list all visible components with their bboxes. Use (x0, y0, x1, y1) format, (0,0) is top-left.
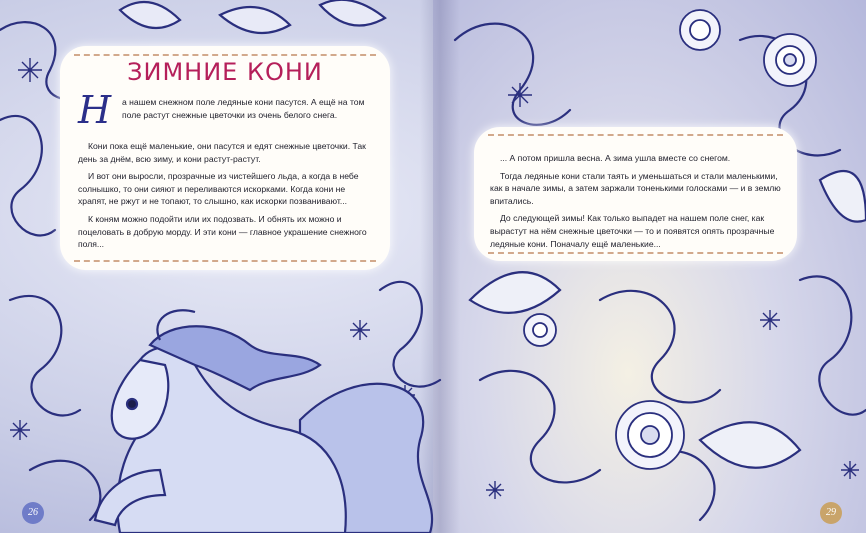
swirl-ornament (600, 291, 720, 403)
snowflake-icon (10, 420, 30, 440)
swirl-ornament (380, 282, 440, 387)
drop-cap: Н (78, 88, 112, 132)
paragraph: Тогда ледяные кони стали таять и уменьшаться и стали маленькими, как в начале зимы, а затем заржали тоненькими голосками — и в землю впитались. (490, 170, 781, 206)
leaf-ornament (820, 171, 866, 222)
first-paragraph-text: а нашем снежном поле ледяные кони пасутся. А ещё на том поле растут снежные цветочки из очень белого снега. (122, 97, 365, 120)
swirl-ornament (800, 276, 866, 414)
flower-ornament (524, 314, 556, 346)
paragraph: ... А потом пришла весна. А зима ушла вместе со снегом. (500, 153, 731, 163)
flower-ornament (764, 34, 816, 86)
snowflake-icon (18, 58, 42, 82)
paragraph: К коням можно подойти или их подозвать. И обнять их можно и поцеловать в добрую морду. И эти кони — главное украшение снежного поля... (78, 213, 367, 250)
paragraph: Кони пока ещё маленькие, они пасутся и едят снежные цветочки. Так день за днём, всю зиму, и кони растут-растут. (78, 141, 366, 164)
swirl-ornament (455, 24, 570, 125)
snowflake-icon (841, 461, 859, 479)
card-bottom-border (74, 260, 376, 262)
paragraph: До следующей зимы! Как только выпадет на нашем поле снег, как вырастут на нём снежные цветочки — то и появятся опять прозрачные ледяные кони. Поначалу ещё маленькие... (490, 213, 775, 249)
card-top-border (74, 54, 376, 56)
leaf-ornament (700, 422, 800, 468)
swirl-ornament (10, 296, 80, 415)
flower-ornament (680, 10, 720, 50)
snowflake-icon (508, 83, 532, 107)
leaf-ornament (320, 0, 385, 26)
first-paragraph (122, 96, 376, 121)
snowflake-icon (760, 310, 780, 330)
swirl-ornament (0, 116, 55, 235)
swirl-ornament (480, 371, 600, 483)
flower-ornament (616, 401, 684, 469)
card-top-border (488, 134, 783, 136)
snowflake-icon (486, 481, 504, 499)
story-title: ЗИМНИЕ КОНИ (127, 58, 323, 86)
right-page-text (490, 152, 782, 255)
left-page-text (78, 140, 376, 256)
leaf-ornament (470, 272, 560, 313)
page-number-left: 26 (22, 502, 44, 524)
paragraph: И вот они выросли, прозрачные из чистейшего льда, а когда в небе солнышко, то они сияют и переливаются искорками. Когда кони не храпят, не ржут и не топают, то слышно, как искорки позванивают... (78, 171, 359, 207)
ice-horse (95, 310, 432, 533)
page-number-right: 29 (820, 502, 842, 524)
snowflake-icon (350, 320, 370, 340)
horse-eye (127, 399, 137, 409)
leaf-ornament (120, 2, 180, 28)
leaf-ornament (220, 7, 290, 33)
